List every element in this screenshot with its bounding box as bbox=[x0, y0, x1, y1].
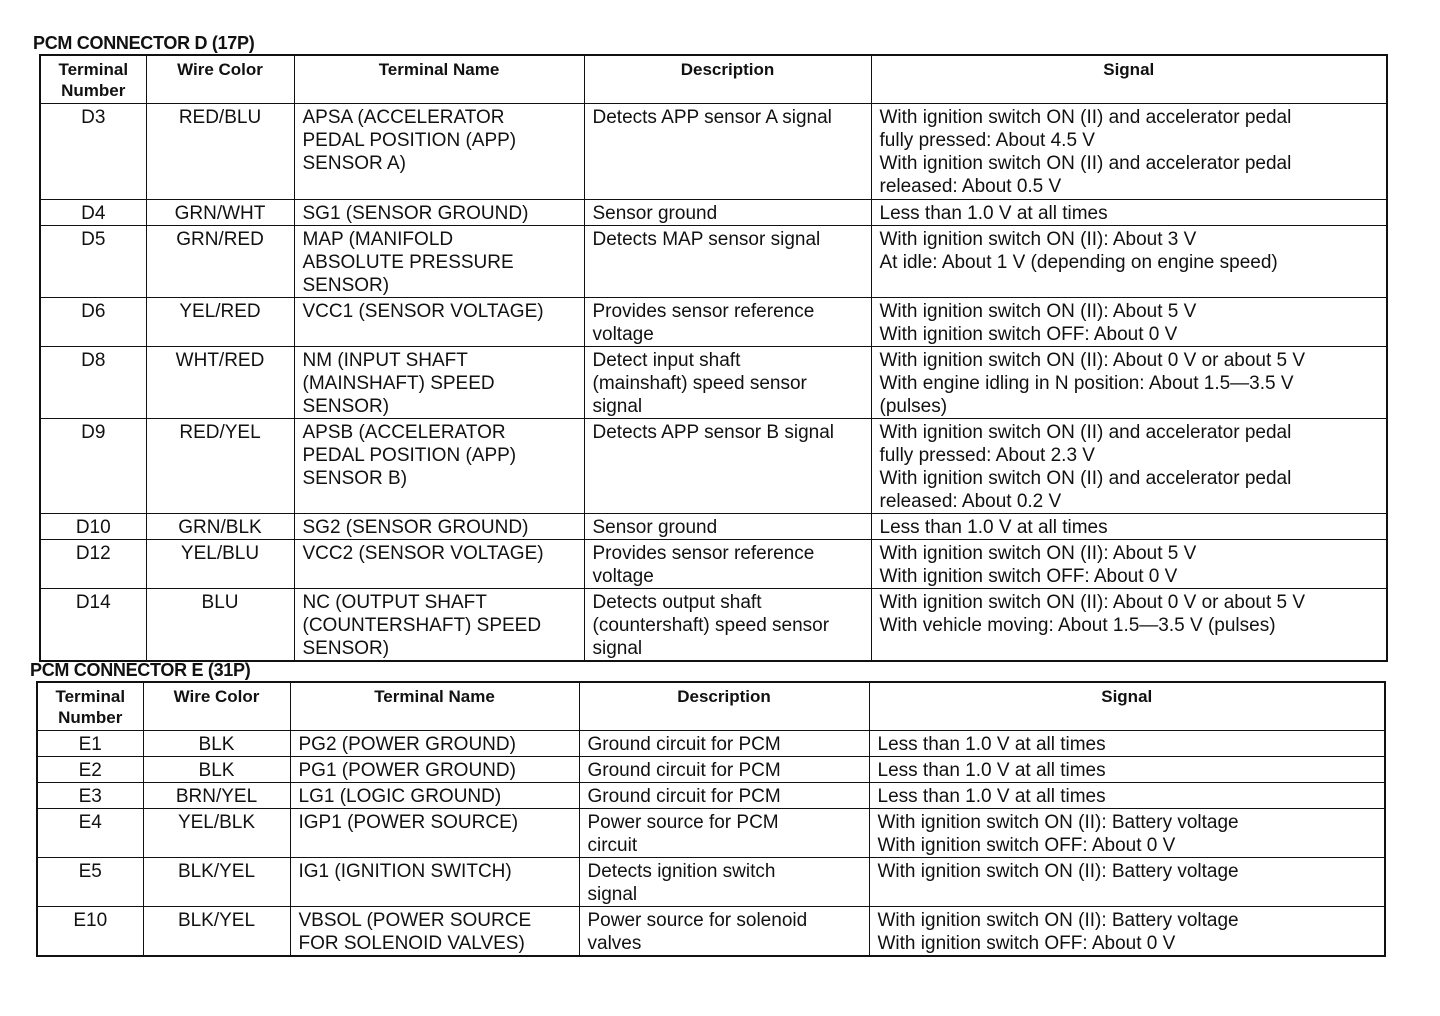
wire-color-cell: RED/BLU bbox=[146, 103, 294, 199]
wire-color-cell: YEL/BLU bbox=[146, 539, 294, 588]
table-row bbox=[37, 782, 1385, 808]
description-cell: Detects output shaft (countershaft) speed sensor signal bbox=[584, 588, 871, 661]
terminal-name-cell: NC (OUTPUT SHAFT (COUNTERSHAFT) SPEED SENSOR) bbox=[294, 588, 584, 661]
terminal-name-cell: MAP (MANIFOLD ABSOLUTE PRESSURE SENSOR) bbox=[294, 225, 584, 297]
signal-cell: Less than 1.0 V at all times bbox=[871, 199, 1387, 225]
terminal-name-cell: VCC2 (SENSOR VOLTAGE) bbox=[294, 539, 584, 588]
wire-color-cell: YEL/BLK bbox=[143, 808, 290, 857]
header-description: Description bbox=[584, 55, 871, 103]
table-row bbox=[37, 730, 1385, 756]
terminal-cell: D3 bbox=[40, 103, 146, 199]
description-cell: Detects ignition switch signal bbox=[579, 857, 869, 906]
description-cell: Ground circuit for PCM bbox=[579, 756, 869, 782]
table-row bbox=[40, 418, 1387, 513]
terminal-name-cell: VBSOL (POWER SOURCE FOR SOLENOID VALVES) bbox=[290, 906, 579, 956]
signal-cell: Less than 1.0 V at all times bbox=[869, 756, 1385, 782]
terminal-name-cell: PG1 (POWER GROUND) bbox=[290, 756, 579, 782]
description-cell: Provides sensor reference voltage bbox=[584, 539, 871, 588]
wire-color-cell: BLK bbox=[143, 756, 290, 782]
header-terminal-number: Terminal Number bbox=[40, 55, 146, 103]
terminal-cell: E1 bbox=[37, 730, 143, 756]
terminal-cell: D10 bbox=[40, 513, 146, 539]
table-row bbox=[37, 857, 1385, 906]
signal-cell: With ignition switch ON (II) and accelerator pedal fully pressed: About 4.5 V With ignition switch ON (II) and accelerator pedal released: About 0.5 V bbox=[871, 103, 1387, 199]
terminal-cell: E10 bbox=[37, 906, 143, 956]
terminal-cell: E4 bbox=[37, 808, 143, 857]
signal-cell: With ignition switch ON (II): Battery voltage bbox=[869, 857, 1385, 906]
terminal-cell: D6 bbox=[40, 297, 146, 346]
terminal-name-cell: VCC1 (SENSOR VOLTAGE) bbox=[294, 297, 584, 346]
signal-cell: With ignition switch ON (II): About 5 V With ignition switch OFF: About 0 V bbox=[871, 297, 1387, 346]
table-row bbox=[37, 906, 1385, 956]
terminal-cell: D5 bbox=[40, 225, 146, 297]
signal-cell: With ignition switch ON (II): About 3 V At idle: About 1 V (depending on engine speed) bbox=[871, 225, 1387, 297]
signal-cell: With ignition switch ON (II): About 0 V or about 5 V With vehicle moving: About 1.5—3.5 V (pulses) bbox=[871, 588, 1387, 661]
signal-cell: Less than 1.0 V at all times bbox=[871, 513, 1387, 539]
table-row bbox=[40, 225, 1387, 297]
signal-cell: Less than 1.0 V at all times bbox=[869, 730, 1385, 756]
terminal-cell: D8 bbox=[40, 346, 146, 418]
connector-d-table bbox=[39, 54, 1388, 662]
connector-e-table bbox=[36, 681, 1386, 957]
table-row bbox=[40, 513, 1387, 539]
table-row bbox=[40, 346, 1387, 418]
terminal-cell: E3 bbox=[37, 782, 143, 808]
table-row bbox=[37, 756, 1385, 782]
wire-color-cell: BLU bbox=[146, 588, 294, 661]
header-terminal-number: Terminal Number bbox=[37, 682, 143, 730]
description-cell: Ground circuit for PCM bbox=[579, 782, 869, 808]
wire-color-cell: BRN/YEL bbox=[143, 782, 290, 808]
terminal-name-cell: APSB (ACCELERATOR PEDAL POSITION (APP) SENSOR B) bbox=[294, 418, 584, 513]
signal-cell: With ignition switch ON (II): About 5 V With ignition switch OFF: About 0 V bbox=[871, 539, 1387, 588]
signal-cell: With ignition switch ON (II): Battery voltage With ignition switch OFF: About 0 V bbox=[869, 906, 1385, 956]
terminal-cell: D9 bbox=[40, 418, 146, 513]
description-cell: Detects APP sensor B signal bbox=[584, 418, 871, 513]
signal-cell: With ignition switch ON (II): About 0 V or about 5 V With engine idling in N position: About 1.5—3.5 V (pulses) bbox=[871, 346, 1387, 418]
description-cell: Detects MAP sensor signal bbox=[584, 225, 871, 297]
header-wire-color: Wire Color bbox=[146, 55, 294, 103]
description-cell: Sensor ground bbox=[584, 513, 871, 539]
table-row bbox=[40, 297, 1387, 346]
terminal-name-cell: APSA (ACCELERATOR PEDAL POSITION (APP) SENSOR A) bbox=[294, 103, 584, 199]
signal-cell: With ignition switch ON (II) and accelerator pedal fully pressed: About 2.3 V With ignition switch ON (II) and accelerator pedal released: About 0.2 V bbox=[871, 418, 1387, 513]
header-description: Description bbox=[579, 682, 869, 730]
terminal-name-cell: SG2 (SENSOR GROUND) bbox=[294, 513, 584, 539]
header-terminal-name: Terminal Name bbox=[294, 55, 584, 103]
table-row bbox=[40, 199, 1387, 225]
description-cell: Sensor ground bbox=[584, 199, 871, 225]
terminal-name-cell: IGP1 (POWER SOURCE) bbox=[290, 808, 579, 857]
terminal-cell: E5 bbox=[37, 857, 143, 906]
terminal-cell: E2 bbox=[37, 756, 143, 782]
table-header-row bbox=[37, 682, 1385, 730]
terminal-name-cell: NM (INPUT SHAFT (MAINSHAFT) SPEED SENSOR) bbox=[294, 346, 584, 418]
header-wire-color: Wire Color bbox=[143, 682, 290, 730]
header-terminal-name: Terminal Name bbox=[290, 682, 579, 730]
wire-color-cell: WHT/RED bbox=[146, 346, 294, 418]
wire-color-cell: RED/YEL bbox=[146, 418, 294, 513]
wire-color-cell: GRN/BLK bbox=[146, 513, 294, 539]
wire-color-cell: BLK/YEL bbox=[143, 906, 290, 956]
terminal-cell: D4 bbox=[40, 199, 146, 225]
table-row bbox=[40, 539, 1387, 588]
description-cell: Provides sensor reference voltage bbox=[584, 297, 871, 346]
connector-d-title: PCM CONNECTOR D (17P) bbox=[33, 33, 255, 53]
signal-cell: With ignition switch ON (II): Battery voltage With ignition switch OFF: About 0 V bbox=[869, 808, 1385, 857]
table-header-row bbox=[40, 55, 1387, 103]
terminal-cell: D14 bbox=[40, 588, 146, 661]
terminal-name-cell: IG1 (IGNITION SWITCH) bbox=[290, 857, 579, 906]
table-row bbox=[37, 808, 1385, 857]
description-cell: Detect input shaft (mainshaft) speed sensor signal bbox=[584, 346, 871, 418]
header-signal: Signal bbox=[869, 682, 1385, 730]
wire-color-cell: YEL/RED bbox=[146, 297, 294, 346]
table-row bbox=[40, 103, 1387, 199]
terminal-cell: D12 bbox=[40, 539, 146, 588]
description-cell: Ground circuit for PCM bbox=[579, 730, 869, 756]
signal-cell: Less than 1.0 V at all times bbox=[869, 782, 1385, 808]
wire-color-cell: GRN/WHT bbox=[146, 199, 294, 225]
description-cell: Power source for solenoid valves bbox=[579, 906, 869, 956]
description-cell: Detects APP sensor A signal bbox=[584, 103, 871, 199]
wire-color-cell: BLK/YEL bbox=[143, 857, 290, 906]
header-signal: Signal bbox=[871, 55, 1387, 103]
terminal-name-cell: SG1 (SENSOR GROUND) bbox=[294, 199, 584, 225]
wire-color-cell: GRN/RED bbox=[146, 225, 294, 297]
table-row bbox=[40, 588, 1387, 661]
terminal-name-cell: PG2 (POWER GROUND) bbox=[290, 730, 579, 756]
description-cell: Power source for PCM circuit bbox=[579, 808, 869, 857]
terminal-name-cell: LG1 (LOGIC GROUND) bbox=[290, 782, 579, 808]
connector-e-title: PCM CONNECTOR E (31P) bbox=[30, 660, 251, 680]
wire-color-cell: BLK bbox=[143, 730, 290, 756]
